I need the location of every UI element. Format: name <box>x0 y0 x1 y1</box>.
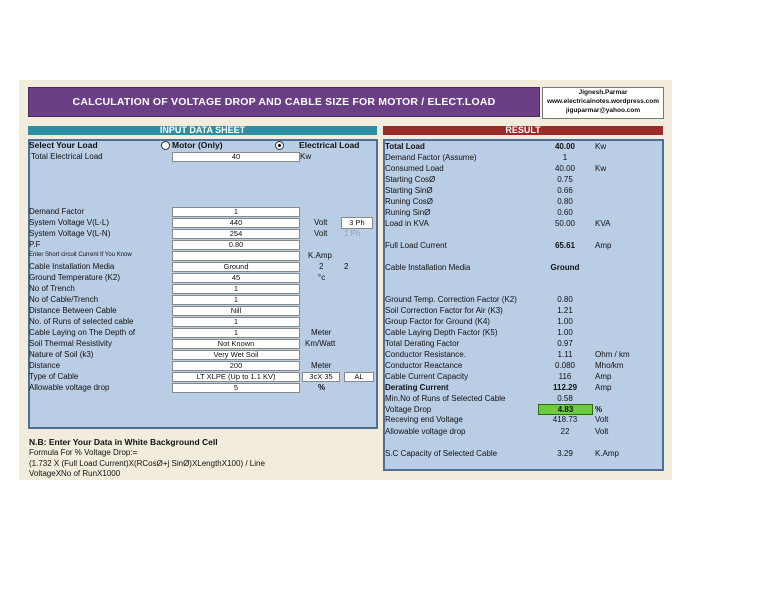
result-row-unit: Amp <box>595 383 612 392</box>
installation-media-select[interactable]: Ground <box>172 262 300 272</box>
result-row-label: Ground Temp. Correction Factor (K2) <box>385 295 517 304</box>
title-text: CALCULATION OF VOLTAGE DROP AND CABLE SIZE FOR MOTOR / ELECT.LOAD <box>72 96 496 108</box>
author-box <box>542 87 664 119</box>
result-row-value: 0.75 <box>557 175 573 184</box>
distance-unit: Meter <box>311 361 332 370</box>
system-voltage-ll-unit: Volt <box>314 218 328 227</box>
result-row-label: Total Load <box>385 142 425 151</box>
distance-between-label: Distance Between Cable <box>29 306 117 315</box>
laying-depth-unit: Meter <box>311 328 332 337</box>
flc-value: 65.61 <box>554 241 576 250</box>
result-row-value: 40.00 <box>554 142 576 151</box>
result-row-unit: KVA <box>595 219 611 228</box>
result-row-unit: Mho/km <box>595 361 624 370</box>
result-row-label: Starting SinØ <box>385 186 433 195</box>
soil-nature-select[interactable]: Very Wet Soil <box>172 350 300 360</box>
sc-current-unit: K.Amp <box>308 251 333 260</box>
distance-input[interactable]: 200 <box>172 361 300 371</box>
sc-capacity-value: 3.29 <box>557 449 573 458</box>
result-row-value: 40.00 <box>554 164 576 173</box>
result-row-label: Total Derating Factor <box>385 339 460 348</box>
formula-line-1: (1.732 X (Full Load Current)X(RCosØ+j SinØ)XLengthX100) / Line <box>29 459 265 468</box>
result-row-label: Soil Correction Factor for Air (K3) <box>385 306 503 315</box>
trench-input[interactable]: 1 <box>172 284 300 294</box>
result-row-label: Cable Current Capacity <box>385 372 469 381</box>
result-row-value: 116 <box>558 372 572 381</box>
distance-label: Distance <box>29 361 61 370</box>
result-row-value: 1 <box>562 153 568 162</box>
input-header: INPUT DATA SHEET <box>28 126 377 135</box>
electrical-load-radio[interactable] <box>275 141 284 150</box>
author-email[interactable]: jiguparmar@yahoo.com <box>565 107 641 114</box>
result-header: RESULT <box>383 126 663 135</box>
allowable-vd-unit: Volt <box>595 427 609 436</box>
result-row-value: 0.58 <box>557 394 573 403</box>
result-row-label: Starting CosØ <box>385 175 436 184</box>
result-row-label: Conductor Reactance <box>385 361 463 370</box>
pf-label: P.F <box>29 240 41 249</box>
total-load-label: Total Electrical Load <box>31 152 103 161</box>
result-row-label: Demand Factor (Assume) <box>385 153 477 162</box>
result-row-label: Runing CosØ <box>385 197 434 206</box>
result-row-value: 0.080 <box>554 361 576 370</box>
allow-vd-label: Allowable voltage drop <box>29 383 110 392</box>
result-row-label: Conductor Resistance. <box>385 350 466 359</box>
cable-material-select[interactable]: AL <box>344 372 374 382</box>
pf-input[interactable]: 0.80 <box>172 240 300 250</box>
system-voltage-ln-unit: Volt <box>314 229 328 238</box>
cable-type-select[interactable]: LT XLPE (Up to 1.1 KV) <box>172 372 300 382</box>
select-load-label: Select Your Load <box>29 140 98 150</box>
result-row-value: 50.00 <box>554 219 576 228</box>
result-row-label: Derating Current <box>385 383 449 392</box>
system-voltage-ll-input[interactable]: 440 <box>172 218 300 228</box>
ground-temp-unit: °c <box>318 273 326 282</box>
runs-input[interactable]: 1 <box>172 317 300 327</box>
result-row-value: 0.97 <box>557 339 573 348</box>
result-row-label: Cable Laying Depth Factor (K5) <box>385 328 498 337</box>
laying-depth-label: Cable Laying on The Depth of <box>29 328 136 337</box>
demand-factor-input[interactable]: 1 <box>172 207 300 217</box>
allowable-vd-value: 22 <box>560 427 570 436</box>
result-row-value: 112.29 <box>552 383 578 392</box>
system-voltage-ln-input[interactable]: 254 <box>172 229 300 239</box>
result-row-value: 1.00 <box>557 317 573 326</box>
cable-per-trench-label: No of Cable/Trench <box>29 295 99 304</box>
flc-label: Full Load Current <box>385 241 447 250</box>
voltage-drop-value: 4.83 <box>538 404 593 415</box>
cable-type-label: Type of Cable <box>29 372 79 381</box>
result-row-value: 0.60 <box>557 208 573 217</box>
soil-resistivity-unit: Km/Watt <box>305 339 336 348</box>
sc-capacity-label: S.C Capacity of Selected Cable <box>385 449 498 458</box>
result-row-label: Load in KVA <box>385 219 429 228</box>
system-voltage-ll-label: System Voltage V(L-L) <box>29 218 110 227</box>
total-load-input[interactable]: 40 <box>172 152 300 162</box>
motor-option-label: Motor (Only) <box>172 140 223 150</box>
total-load-unit: Kw <box>300 152 312 161</box>
nb-note: N.B: Enter Your Data in White Background Cell <box>29 437 218 447</box>
flc-unit: Amp <box>595 241 612 250</box>
page-title <box>28 87 540 117</box>
system-voltage-ln-label: System Voltage V(L-N) <box>29 229 111 238</box>
soil-resistivity-input[interactable]: Not Known <box>172 339 300 349</box>
demand-factor-label: Demand Factor <box>29 207 85 216</box>
result-row-unit: Amp <box>595 372 612 381</box>
phase-select[interactable]: 3 Ph <box>341 217 373 229</box>
result-row-unit: Kw <box>595 142 607 151</box>
formula-title: Formula For % Voltage Drop:= <box>29 448 138 457</box>
allowable-vd-label: Allowable voltage drop <box>385 427 466 436</box>
installation-code-2: 2 <box>344 262 349 271</box>
phase-alt-label: 1 Ph <box>344 229 361 238</box>
allow-vd-unit: % <box>318 383 326 392</box>
cable-size-select[interactable]: 3cX 35 <box>302 372 340 382</box>
result-row-label: Group Factor for Ground (K4) <box>385 317 490 326</box>
receiving-voltage-value: 418.73 <box>552 415 578 424</box>
media-value: Ground <box>550 263 580 272</box>
sc-current-label: Enter Short circuit Current If You Know <box>29 252 132 258</box>
motor-radio[interactable] <box>161 141 170 150</box>
author-site[interactable]: www.electricalnotes.wordpress.com <box>546 98 660 105</box>
soil-resistivity-label: Soil Thermal Resistivity <box>29 339 112 348</box>
result-row-value: 1.21 <box>557 306 573 315</box>
trench-label: No of Trench <box>29 284 75 293</box>
result-row-label: Runing SinØ <box>385 208 431 217</box>
result-row-unit: Ohm / km <box>595 350 630 359</box>
sc-capacity-unit: K.Amp <box>595 449 620 458</box>
result-row-value: 0.80 <box>557 197 573 206</box>
allow-vd-input[interactable]: 5 <box>172 383 300 393</box>
media-label: Cable Installation Media <box>385 263 471 272</box>
result-row-label: Min.No of Runs of Selected Cable <box>385 394 506 403</box>
installation-media-label: Cable Installation Media <box>29 262 115 271</box>
result-row-value: 0.66 <box>557 186 573 195</box>
installation-code-1: 2 <box>319 262 324 271</box>
ground-temp-label: Ground Temperature (K2) <box>29 273 121 282</box>
result-row-unit: Kw <box>595 164 607 173</box>
result-row-value: 0.80 <box>557 295 573 304</box>
laying-depth-input[interactable]: 1 <box>172 328 300 338</box>
sc-current-input[interactable] <box>172 251 300 261</box>
soil-nature-label: Nature of Soil (k3) <box>29 350 94 359</box>
electrical-option-label: Electrical Load <box>299 140 360 150</box>
distance-between-input[interactable]: Nill <box>172 306 300 316</box>
ground-temp-input[interactable]: 45 <box>172 273 300 283</box>
voltage-drop-label: Voltage Drop <box>385 405 432 414</box>
author-name: Jignesh.Parmar <box>578 89 628 96</box>
result-row-value: 1.11 <box>557 350 573 359</box>
cable-per-trench-input[interactable]: 1 <box>172 295 300 305</box>
runs-label: No. of Runs of selected cable <box>29 317 134 326</box>
voltage-drop-unit: % <box>595 405 603 414</box>
result-row-value: 1.00 <box>557 328 573 337</box>
result-row-label: Consumed Load <box>385 164 444 173</box>
receiving-voltage-label: Receving end Voltage <box>385 415 463 424</box>
receiving-voltage-unit: Volt <box>595 415 609 424</box>
formula-line-2: VoltageXNo of RunX1000 <box>29 469 121 478</box>
